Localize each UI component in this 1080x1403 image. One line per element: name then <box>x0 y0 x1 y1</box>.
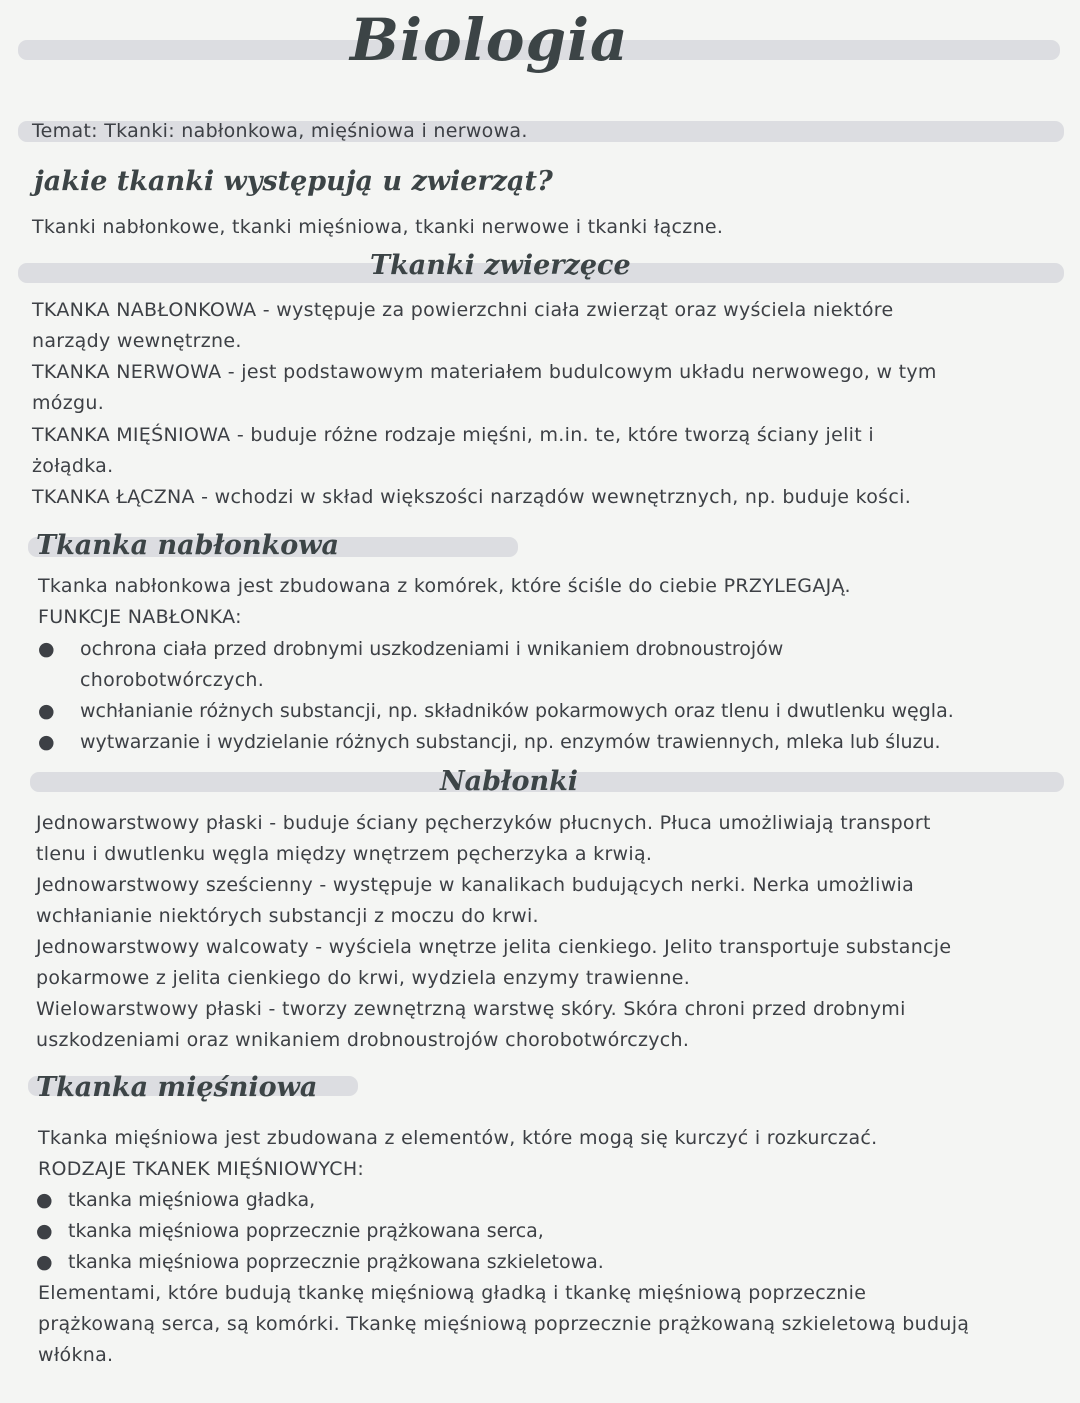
epithelia-line: Jednowarstwowy sześcienny - występuje w kanalikach budujących nerki. Nerka umożliwia <box>36 874 915 896</box>
animal-line: TKANKA ŁĄCZNA - wchodzi w skład większości narządów wewnętrznych, np. buduje kości. <box>32 486 912 508</box>
epithelia-line: pokarmowe z jelita cienkiego do krwi, wydziela enzymy trawienne. <box>36 967 691 989</box>
epithelia-line: Jednowarstwowy płaski - buduje ściany pęcherzyków płucnych. Płuca umożliwiają transport <box>36 812 931 834</box>
page-title: Biologia <box>350 6 629 74</box>
heading-epithelia: Nabłonki <box>440 766 579 797</box>
muscle-intro: Tkanka mięśniowa jest zbudowana z elementów, które mogą się kurczyć i rozkurczać. <box>38 1127 878 1149</box>
heading-tissues-in-animals: jakie tkanki występują u zwierząt? <box>34 166 553 197</box>
animal-line: TKANKA NABŁONKOWA - występuje za powierzchni ciała zwierząt oraz wyściela niektóre <box>32 299 894 321</box>
epithelia-line: Wielowarstwowy płaski - tworzy zewnętrzną warstwę skóry. Skóra chroni przed drobnymi <box>36 998 906 1020</box>
epithelia-line: Jednowarstwowy walcowaty - wyściela wnętrze jelita cienkiego. Jelito transportuje substancje <box>36 936 952 958</box>
bullet-icon: ● <box>36 1189 53 1211</box>
animal-line: narządy wewnętrzne. <box>32 330 242 352</box>
animal-line: mózgu. <box>32 392 105 414</box>
heading-muscle-tissue: Tkanka mięśniowa <box>36 1072 318 1103</box>
bullet-icon: ● <box>36 1220 53 1242</box>
muscle-closing-line: włókna. <box>38 1344 114 1366</box>
bullet-icon: ● <box>36 1251 53 1273</box>
animal-line: żołądka. <box>32 455 114 477</box>
heading-epithelial-tissue: Tkanka nabłonkowa <box>36 530 340 561</box>
animal-line: TKANKA NERWOWA - jest podstawowym materiałem budulcowym układu nerwowego, w tym <box>32 361 937 383</box>
bullet-icon: ● <box>38 731 55 753</box>
epithelia-line: tlenu i dwutlenku węgla między wnętrzem pęcherzyka a krwią. <box>36 843 653 865</box>
bullet-icon: ● <box>38 700 55 722</box>
list-item-continuation: chorobotwórczych. <box>80 669 265 691</box>
topic-line: Temat: Tkanki: nabłonkowa, mięśniowa i nerwowa. <box>32 120 528 142</box>
muscle-types-label: RODZAJE TKANEK MIĘŚNIOWYCH: <box>38 1158 365 1180</box>
epithelia-line: wchłanianie niektórych substancji z moczu do krwi. <box>36 905 539 927</box>
heading-animal-tissues: Tkanki zwierzęce <box>370 250 631 281</box>
epithelial-intro: Tkanka nabłonkowa jest zbudowana z komórek, które ściśle do ciebie PRZYLEGAJĄ. <box>38 575 851 597</box>
epithelial-functions-label: FUNKCJE NABŁONKA: <box>38 606 242 628</box>
muscle-closing-line: prążkowaną serca, są komórki. Tkankę mięśniową poprzecznie prążkowaną szkieletową budują <box>38 1313 970 1335</box>
notebook-page: Biologia Temat: Tkanki: nabłonkowa, mięśniowa i nerwowa. jakie tkanki występują u zwierząt? Tkanki nabłonkowe, tkanki mięśniowa, tkanki nerwowe i tkanki łączne. Tkanki zwierzęce TKANKA NABŁONKOWA - występuje za powierzchni ciała zwierząt oraz wyściela niektóre narządy wewnętrzne. TKANKA NERWOWA - jest podstawowym materiałem budulcowym układu nerwowego, w tym mózgu. TKANKA MIĘŚNIOWA - buduje różne rodzaje mięśni, m.in. te, które tworzą ściany jelit i żołądka. TKANKA ŁĄCZNA - wchodzi w skład większości narządów wewnętrznych, np. buduje kości. Tkanka nabłonkowa Tkanka nabłonkowa jest zbudowana z komórek, które ściśle do ciebie PRZYLEGAJĄ. FUNKCJE NABŁONKA: ● ochrona ciała przed drobnymi uszkodzeniami i wnikaniem drobnoustrojów chorobotwórczych. ● wchłanianie różnych substancji, np. składników pokarmowych oraz tlenu i dwutlenku węgla. ● wytwarzanie i wydzielanie różnych substancji, np. enzymów trawiennych, mleka lub śluzu. Nabłonki Jednowarstwowy płaski - buduje ściany pęcherzyków płucnych. Płuca umożliwiają transport tlenu i dwutlenku węgla między wnętrzem pęcherzyka a krwią. Jednowarstwowy sześcienny - występuje w kanalikach budujących nerki. Nerka umożliwia wchłanianie niektórych substancji z moczu do krwi. Jednowarstwowy walcowaty - wyściela wnętrze jelita cienkiego. Jelito transportuje substancje pokarmowe z jelita cienkiego do krwi, wydziela enzymy trawienne. Wielowarstwowy płaski - tworzy zewnętrzną warstwę skóry. Skóra chroni przed drobnymi uszkodzeniami oraz wnikaniem drobnoustrojów chorobotwórczych. Tkanka mięśniowa Tkanka mięśniowa jest zbudowana z elementów, które mogą się kurczyć i rozkurczać. RODZAJE TKANEK MIĘŚNIOWYCH: ● tkanka mięśniowa gładka, ● tkanka mięśniowa poprzecznie prążkowana serca, ● tkanka mięśniowa poprzecznie prążkowana szkieletowa. Elementami, które budują tkankę mięśniową gładką i tkankę mięśniową poprzecznie prążkowaną serca, są komórki. Tkankę mięśniową poprzecznie prążkowaną szkieletową budują włókna. <box>0 0 1080 1403</box>
bullet-icon: ● <box>38 638 55 660</box>
epithelia-line: uszkodzeniami oraz wnikaniem drobnoustrojów chorobotwórczych. <box>36 1029 690 1051</box>
muscle-closing-line: Elementami, które budują tkankę mięśniową gładką i tkankę mięśniową poprzecznie <box>38 1282 867 1304</box>
animal-line: TKANKA MIĘŚNIOWA - buduje różne rodzaje mięśni, m.in. te, które tworzą ściany jelit i <box>32 424 874 446</box>
answer-tissues-in-animals: Tkanki nabłonkowe, tkanki mięśniowa, tkanki nerwowe i tkanki łączne. <box>32 216 724 238</box>
